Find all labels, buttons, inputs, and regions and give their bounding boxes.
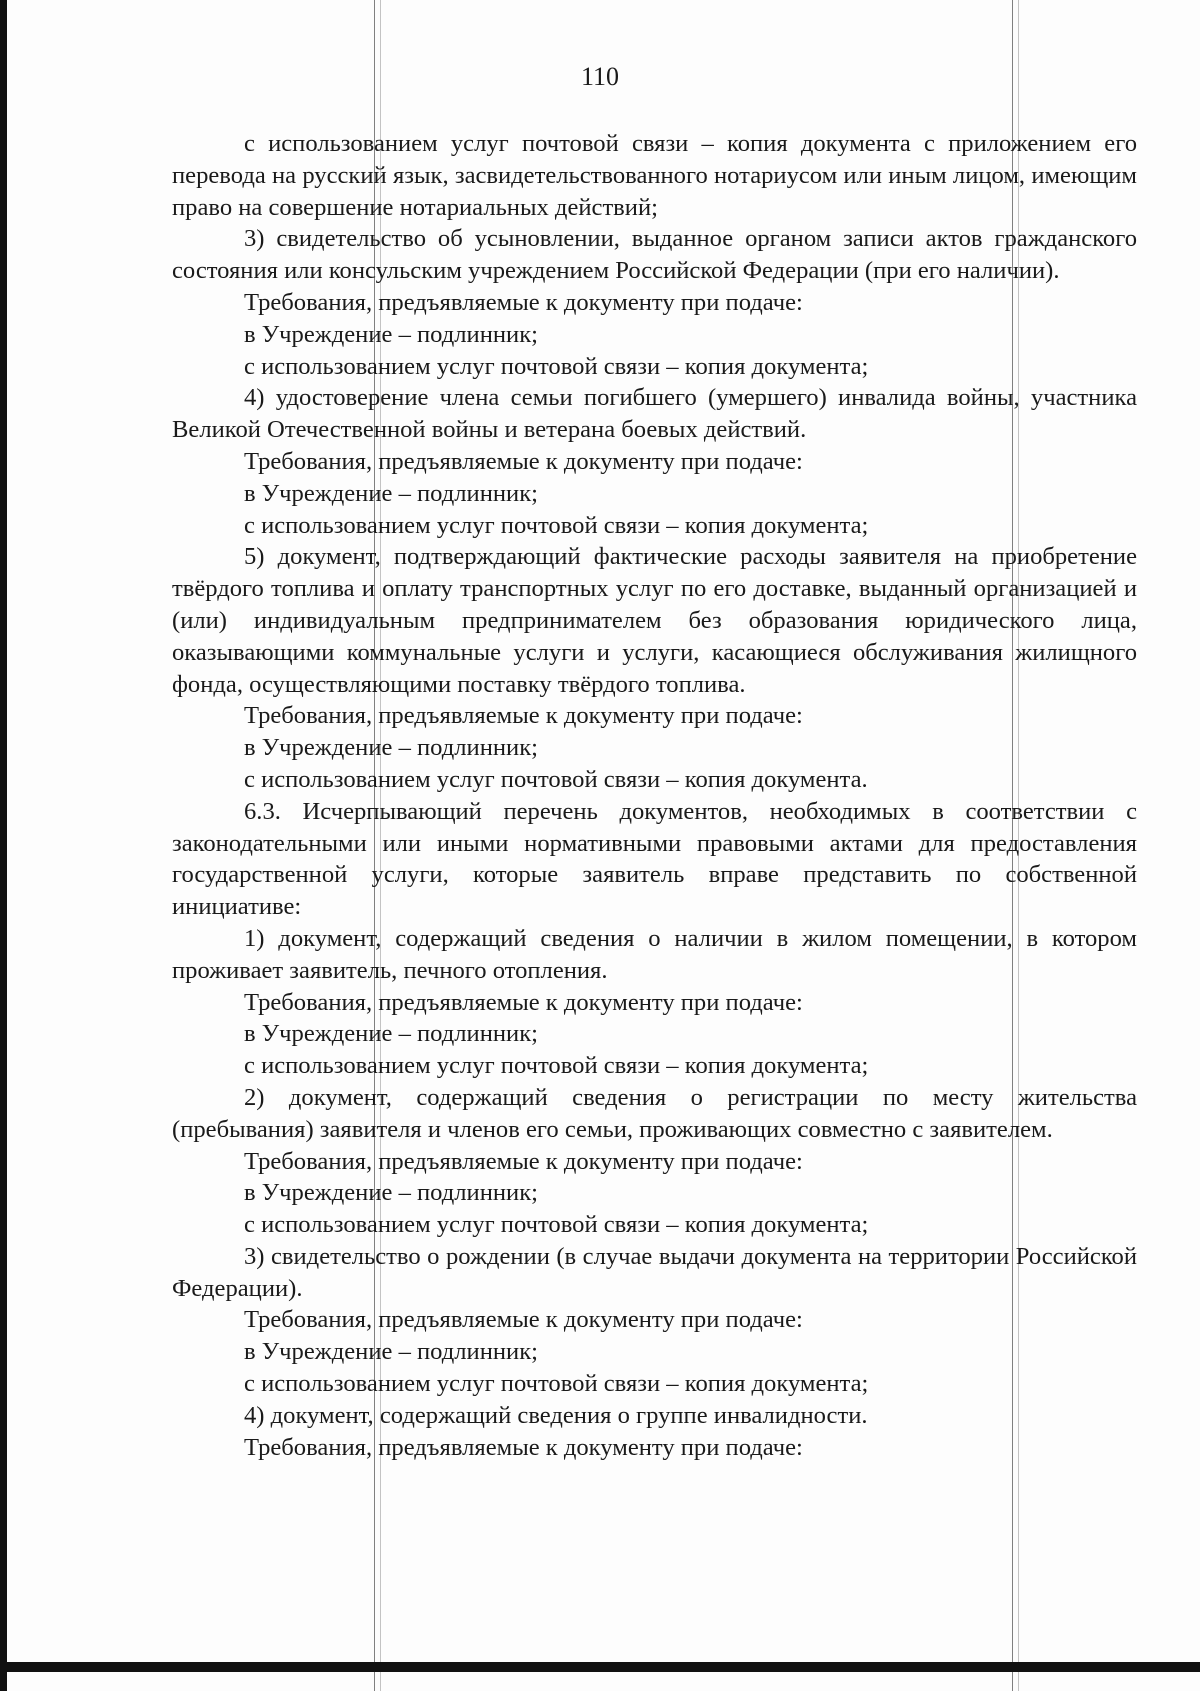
paragraph: Требования, предъявляемые к документу при подаче: [244,447,803,475]
paragraph: 5) документ, подтверждающий фактические расходы заявителя на приобретение твёрдого топлива и оплату транспортных услуг по его доставке, выданный организацией и (или) индивидуальным предпринимателем без образования юридического лица, оказывающими коммунальные услуги и услуги, касающиеся обслуживания жилищного фонда, осуществляющими поставку твёрдого топлива. [172,543,1137,698]
paragraph: с использованием услуг почтовой связи – копия документа; [244,1052,869,1080]
paragraph: в Учреждение – подлинник; [244,1338,538,1366]
paragraph: Требования, предъявляемые к документу при подаче: [244,1147,803,1175]
paragraph: 1) документ, содержащий сведения о наличии в жилом помещении, в котором проживает заявитель, печного отопления. [172,924,1137,984]
paragraph: с использованием услуг почтовой связи – копия документа; [244,1211,869,1239]
page-number: 110 [580,62,620,91]
paragraph: в Учреждение – подлинник; [244,1179,538,1207]
paragraph: с использованием услуг почтовой связи – копия документа; [244,352,869,380]
paragraph: Требования, предъявляемые к документу при подаче: [244,288,803,316]
paragraph: 4) документ, содержащий сведения о группе инвалидности. [244,1401,868,1429]
paragraph: 3) свидетельство об усыновлении, выданное органом записи актов гражданского состояния или консульским учреждением Российской Федерации (при его наличии). [172,225,1137,285]
paragraph: 4) удостоверение члена семьи погибшего (умершего) инвалида войны, участника Великой Отечественной войны и ветерана боевых действий. [172,384,1137,444]
document-body [172,128,1137,1463]
paragraph: в Учреждение – подлинник; [244,734,538,762]
paragraph: Требования, предъявляемые к документу при подаче: [244,702,803,730]
paragraph: Требования, предъявляемые к документу при подаче: [244,1306,803,1334]
paragraph: Требования, предъявляемые к документу при подаче: [244,988,803,1016]
paragraph: с использованием услуг почтовой связи – копия документа; [244,1370,869,1398]
paragraph: 3) свидетельство о рождении (в случае выдачи документа на территории Российской Федерации). [172,1242,1137,1302]
paragraph: с использованием услуг почтовой связи – копия документа. [244,765,868,793]
paragraph: с использованием услуг почтовой связи – копия документа с приложением его перевода на русский язык, засвидетельствованного нотариусом или иным лицом, имеющим право на совершение нотариальных действий; [172,130,1137,221]
paragraph: в Учреждение – подлинник; [244,1020,538,1048]
scan-left-edge [0,0,7,1691]
paragraph: 6.3. Исчерпывающий перечень документов, необходимых в соответствии с законодательными или иными нормативными правовыми актами для предоставления государственной услуги, которые заявитель вправе представить по собственной инициативе: [172,797,1137,921]
scan-bottom-edge [0,1662,1200,1672]
paragraph: 2) документ, содержащий сведения о регистрации по месту жительства (пребывания) заявителя и членов его семьи, проживающих совместно с заявителем. [172,1083,1137,1143]
paragraph: с использованием услуг почтовой связи – копия документа; [244,511,869,539]
paragraph: в Учреждение – подлинник; [244,479,538,507]
paragraph: в Учреждение – подлинник; [244,320,538,348]
paragraph: Требования, предъявляемые к документу при подаче: [244,1433,803,1461]
